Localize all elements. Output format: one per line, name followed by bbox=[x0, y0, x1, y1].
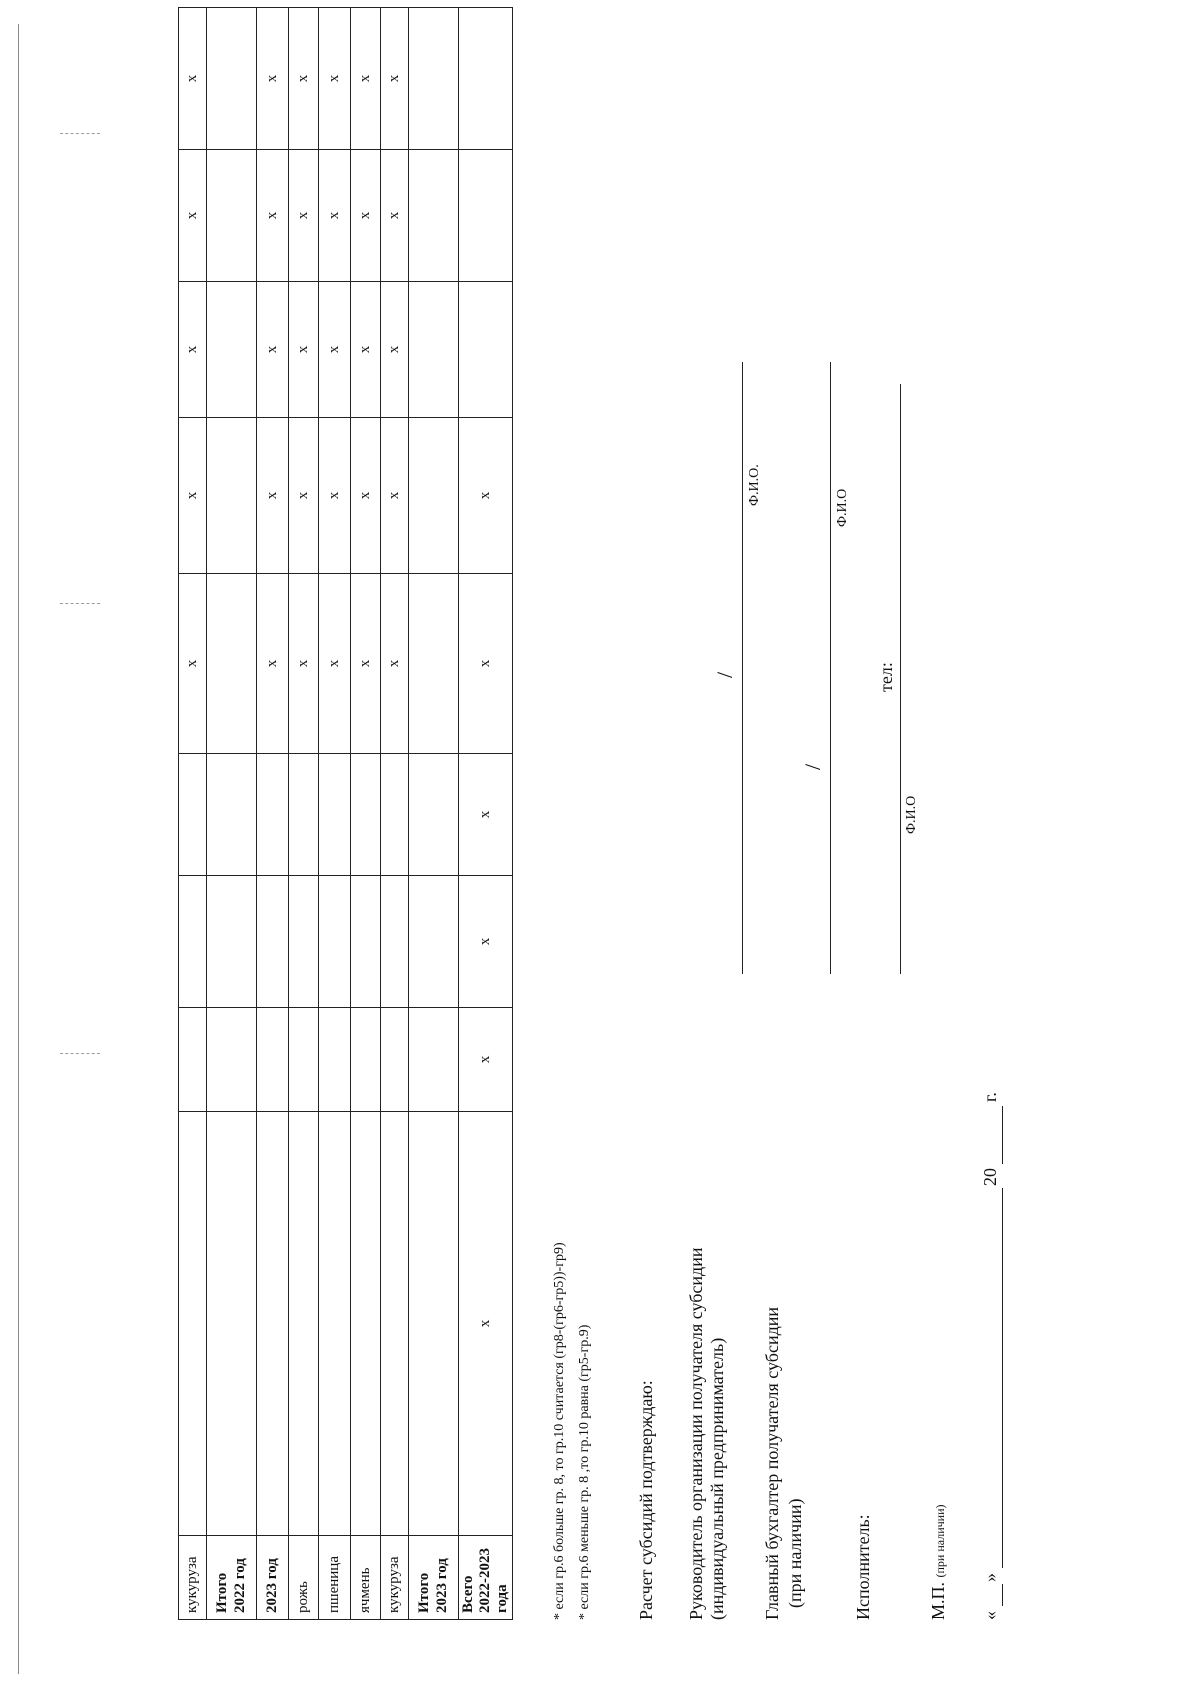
head-signature-slash: / bbox=[712, 671, 737, 678]
table-cell bbox=[459, 150, 513, 282]
executor-fio-label: Ф.И.О bbox=[904, 795, 919, 834]
scan-edge-dash-3 bbox=[60, 1053, 100, 1054]
date-open-quote: « bbox=[980, 1611, 1000, 1620]
confirm-heading: Расчет субсидий подтверждаю: bbox=[636, 1380, 656, 1620]
table-cell: x bbox=[319, 150, 351, 282]
table-row bbox=[381, 8, 409, 1620]
date-year-prefix: 20 bbox=[980, 1168, 1000, 1186]
table-cell bbox=[409, 1112, 459, 1536]
date-year-line bbox=[1002, 1106, 1003, 1164]
table-cell bbox=[351, 1112, 381, 1536]
table-cell: x bbox=[179, 8, 207, 150]
table-cell bbox=[207, 754, 257, 876]
stamp-label bbox=[928, 1505, 949, 1621]
table-cell: x bbox=[179, 418, 207, 574]
table-cell bbox=[179, 754, 207, 876]
executor-label: Исполнитель: bbox=[853, 1514, 873, 1620]
table-cell: x bbox=[289, 574, 319, 754]
table-cell bbox=[351, 1008, 381, 1112]
chief-signature-slash: / bbox=[800, 763, 825, 770]
table-cell: x bbox=[459, 574, 513, 754]
table-cell: x bbox=[459, 876, 513, 1008]
table-cell: x bbox=[381, 574, 409, 754]
head-title-line2: (индивидуальный предприниматель) bbox=[707, 1337, 727, 1620]
table-cell bbox=[381, 1008, 409, 1112]
table-cell bbox=[289, 754, 319, 876]
table-cell: x bbox=[381, 282, 409, 418]
table-cell: x bbox=[459, 1112, 513, 1536]
chief-signature-line bbox=[830, 362, 831, 974]
table-cell bbox=[381, 1112, 409, 1536]
table-row bbox=[319, 8, 351, 1620]
table-cell bbox=[257, 754, 289, 876]
table-cell bbox=[381, 876, 409, 1008]
table-cell: x bbox=[381, 150, 409, 282]
table-row bbox=[459, 8, 513, 1620]
table-cell bbox=[319, 876, 351, 1008]
table-cell bbox=[409, 574, 459, 754]
table-cell bbox=[381, 754, 409, 876]
table-cell bbox=[409, 754, 459, 876]
table-cell: x bbox=[257, 574, 289, 754]
row-label: кукуруза bbox=[179, 1536, 207, 1620]
table-cell bbox=[207, 150, 257, 282]
table-cell: x bbox=[319, 282, 351, 418]
chief-fio-label: Ф.И.О bbox=[835, 488, 850, 527]
table-cell bbox=[207, 574, 257, 754]
row-label: пшеница bbox=[319, 1536, 351, 1620]
executor-fio-line bbox=[900, 654, 901, 974]
stamp-text: М.П. bbox=[928, 1581, 948, 1620]
head-signature-line bbox=[742, 362, 743, 974]
table-cell bbox=[257, 1112, 289, 1536]
row-label: Итого 2023 год bbox=[409, 1536, 459, 1620]
table-cell bbox=[409, 282, 459, 418]
chief-title-line1: Главный бухгалтер получателя субсидии bbox=[762, 1306, 782, 1620]
table-cell bbox=[289, 876, 319, 1008]
table-cell: x bbox=[319, 574, 351, 754]
table-cell bbox=[351, 876, 381, 1008]
table-cell bbox=[409, 8, 459, 150]
table-cell bbox=[207, 1112, 257, 1536]
table-cell: x bbox=[179, 574, 207, 754]
subsidy-table bbox=[178, 7, 513, 1620]
scan-edge-dash-2 bbox=[60, 603, 100, 604]
scan-edge-dash-1 bbox=[60, 133, 100, 134]
row-label: Всего 2022-2023 года bbox=[459, 1536, 513, 1620]
head-fio-label: Ф.И.О. bbox=[747, 464, 762, 506]
table-cell: x bbox=[351, 282, 381, 418]
table-cell: x bbox=[289, 282, 319, 418]
table-cell: x bbox=[257, 418, 289, 574]
table-cell: x bbox=[257, 8, 289, 150]
table-cell: x bbox=[459, 754, 513, 876]
table-cell: x bbox=[381, 418, 409, 574]
table-cell bbox=[459, 8, 513, 150]
table-cell: x bbox=[351, 8, 381, 150]
table-cell bbox=[409, 150, 459, 282]
table-cell: x bbox=[459, 1008, 513, 1112]
table-cell bbox=[207, 8, 257, 150]
table-cell bbox=[409, 1008, 459, 1112]
table-cell bbox=[207, 282, 257, 418]
row-label: кукуруза bbox=[381, 1536, 409, 1620]
table-cell: x bbox=[257, 150, 289, 282]
table-cell: x bbox=[289, 150, 319, 282]
table-cell bbox=[257, 876, 289, 1008]
table-cell bbox=[257, 1008, 289, 1112]
table-cell bbox=[289, 1008, 319, 1112]
table-row bbox=[257, 8, 289, 1620]
table-cell: x bbox=[319, 418, 351, 574]
stamp-note: (при наличии) bbox=[933, 1504, 947, 1578]
table-cell: x bbox=[459, 418, 513, 574]
scan-edge-top bbox=[18, 24, 19, 1674]
table-cell bbox=[207, 1008, 257, 1112]
table-cell: x bbox=[351, 574, 381, 754]
date-day-line bbox=[1002, 1584, 1003, 1606]
table-cell bbox=[409, 876, 459, 1008]
table-cell bbox=[207, 418, 257, 574]
date-month-line bbox=[1002, 1188, 1003, 1568]
date-close-quote: » bbox=[980, 1573, 1000, 1582]
phone-label: тел: bbox=[876, 662, 896, 692]
chief-title-line2: (при наличии) bbox=[785, 1498, 805, 1608]
table-row bbox=[289, 8, 319, 1620]
table-row bbox=[409, 8, 459, 1620]
date-year-suffix: г. bbox=[980, 1092, 1000, 1102]
row-label: Итого 2022 год bbox=[207, 1536, 257, 1620]
table-cell bbox=[459, 282, 513, 418]
table-cell: x bbox=[179, 150, 207, 282]
table-row bbox=[351, 8, 381, 1620]
table-cell bbox=[289, 1112, 319, 1536]
table-cell: x bbox=[351, 418, 381, 574]
footnote-2: * если гр.6 меньше гр. 8 ,то гр.10 равна (гр5-гр.9) bbox=[577, 1324, 592, 1620]
table-cell bbox=[409, 418, 459, 574]
table-cell: x bbox=[289, 418, 319, 574]
footnote-1: * если гр.6 больше гр. 8, то гр.10 считается (гр8-(гр6-гр5))-гр9) bbox=[552, 1242, 567, 1620]
table-cell bbox=[319, 754, 351, 876]
phone-line bbox=[900, 384, 901, 654]
row-label: 2023 год bbox=[257, 1536, 289, 1620]
row-label: рожь bbox=[289, 1536, 319, 1620]
table-cell: x bbox=[257, 282, 289, 418]
head-title-line1: Руководитель организации получателя субсидии bbox=[686, 1247, 706, 1620]
table-cell bbox=[179, 1112, 207, 1536]
table-cell: x bbox=[351, 150, 381, 282]
table-row bbox=[179, 8, 207, 1620]
table-cell bbox=[179, 1008, 207, 1112]
table-cell: x bbox=[319, 8, 351, 150]
table-cell bbox=[351, 754, 381, 876]
table-cell: x bbox=[289, 8, 319, 150]
table-row bbox=[207, 8, 257, 1620]
table-cell: x bbox=[381, 8, 409, 150]
table-cell bbox=[179, 876, 207, 1008]
table-cell bbox=[207, 876, 257, 1008]
table-cell bbox=[319, 1112, 351, 1536]
table-cell: x bbox=[179, 282, 207, 418]
row-label: ячмень bbox=[351, 1536, 381, 1620]
table-cell bbox=[319, 1008, 351, 1112]
